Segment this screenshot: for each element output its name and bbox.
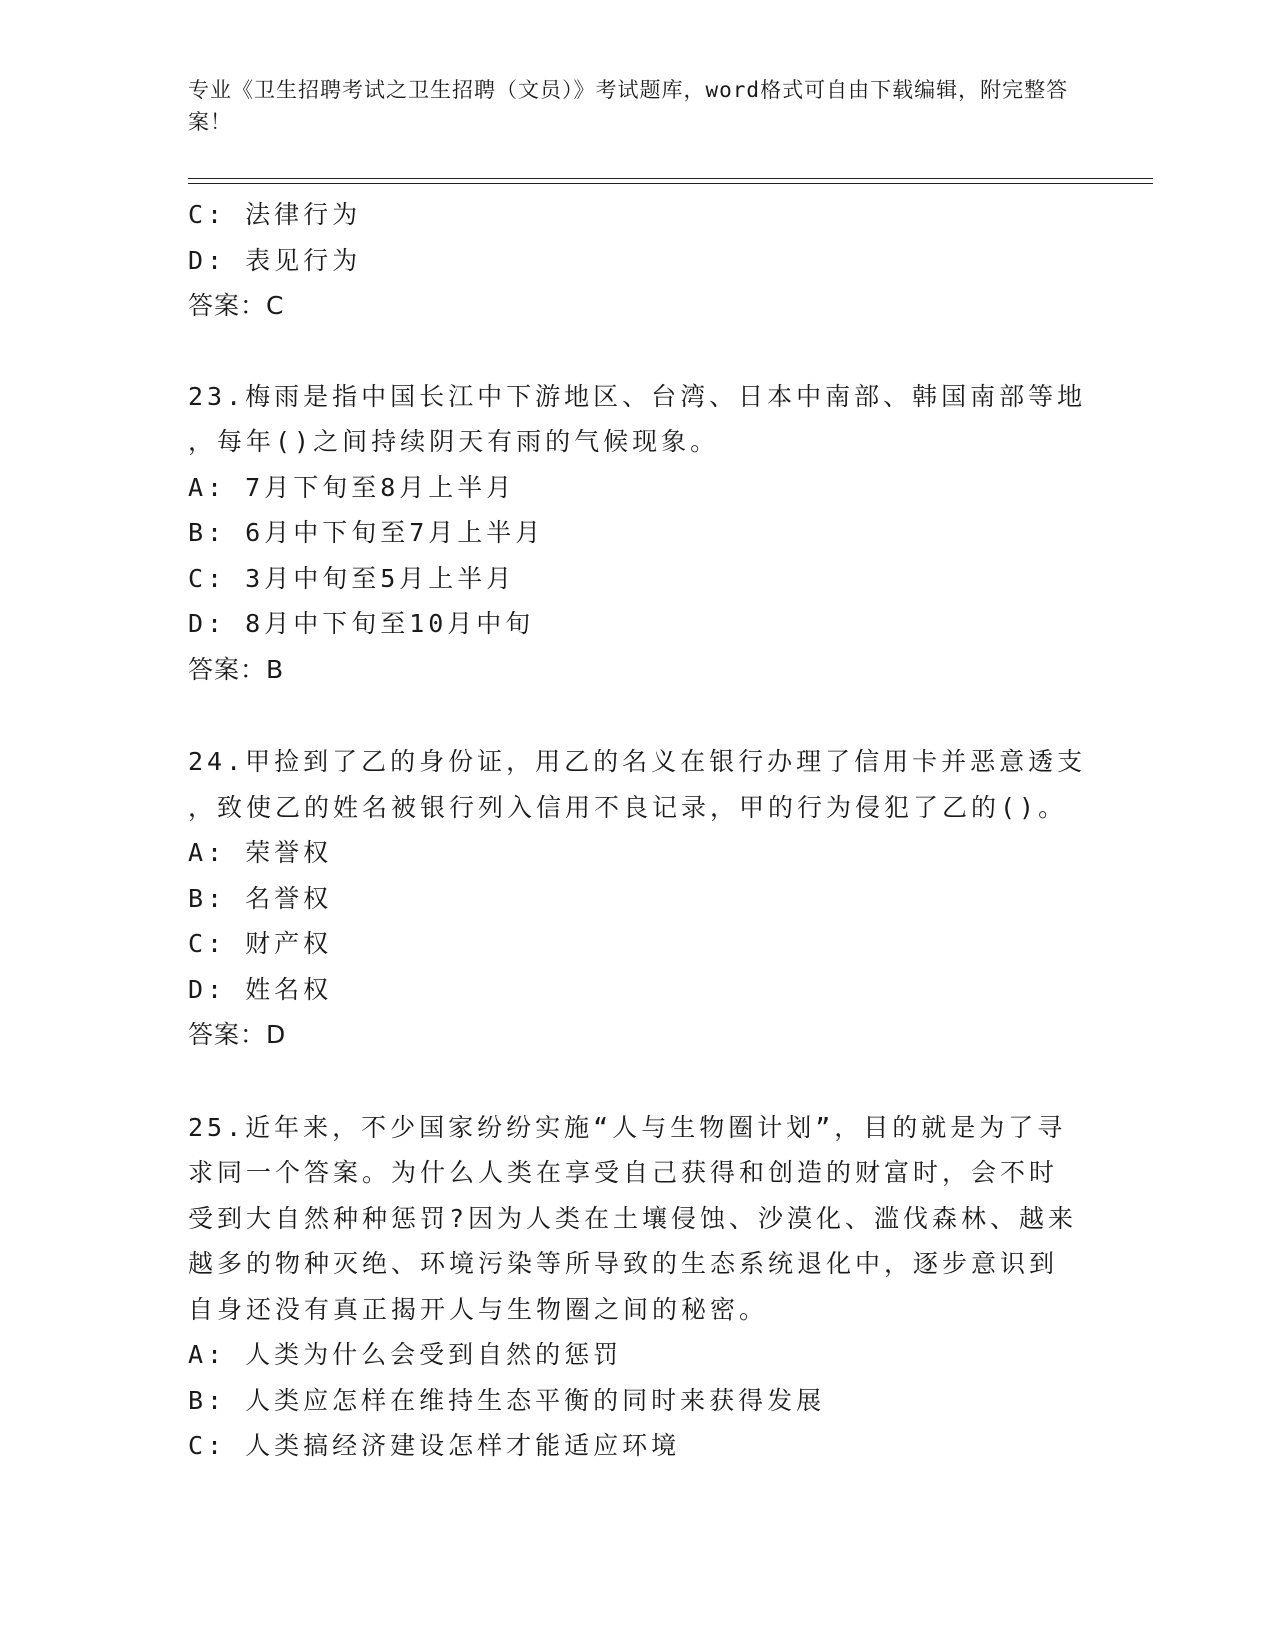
question-stem-line: 自身还没有真正揭开人与生物圈之间的秘密。 [188, 1294, 769, 1324]
option-line: A: 荣誉权 [188, 838, 333, 867]
question-content [188, 192, 1088, 1469]
answer-line: 答案：B [188, 654, 285, 684]
option-line: C: 人类搞经济建设怎样才能适应环境 [188, 1431, 681, 1460]
question-stem-line: 23.梅雨是指中国长江中下游地区、台湾、日本中南部、韩国南部等地 [188, 381, 1087, 411]
question-stem-line: 求同一个答案。为什么人类在享受自己获得和创造的财富时，会不时 [188, 1158, 1059, 1187]
answer-line: 答案：D [188, 1020, 287, 1049]
option-line: B: 名誉权 [188, 883, 333, 913]
header-divider-top [188, 178, 1153, 179]
question-stem-line: 越多的物种灭绝、环境污染等所导致的生态系统退化中，逐步意识到 [188, 1249, 1059, 1278]
option-line: C: 3月中旬至5月上半月 [188, 563, 516, 593]
option-line: D: 表见行为 [188, 245, 362, 275]
option-line: A: 人类为什么会受到自然的惩罚 [188, 1340, 623, 1369]
option-line: B: 6月中下旬至7月上半月 [188, 518, 545, 547]
option-line: D: 8月中下旬至10月中旬 [188, 609, 535, 638]
option-line: B: 人类应怎样在维持生态平衡的同时来获得发展 [188, 1385, 826, 1415]
document-header: 专业《卫生招聘考试之卫生招聘（文员）》考试题库，word格式可自由下载编辑，附完整答案！ [188, 78, 1069, 134]
header-divider-bottom [188, 183, 1153, 184]
question-stem-line: ，每年()之间持续阴天有雨的气候现象。 [188, 427, 720, 456]
question-stem-line: ，致使乙的姓名被银行列入信用不良记录，甲的行为侵犯了乙的()。 [188, 792, 1068, 822]
answer-line: 答案：C [188, 291, 285, 320]
question-stem-line: 24.甲捡到了乙的身份证，用乙的名义在银行办理了信用卡并恶意透支 [188, 747, 1087, 776]
question-stem-line: 25.近年来，不少国家纷纷实施“人与生物圈计划”，目的就是为了寻 [188, 1112, 1067, 1142]
option-line: C: 财产权 [188, 929, 333, 958]
option-line: D: 姓名权 [188, 974, 333, 1004]
question-stem-line: 受到大自然种种惩罚?因为人类在土壤侵蚀、沙漠化、滥伐森林、越来 [188, 1203, 1078, 1233]
option-line: C: 法律行为 [188, 200, 362, 229]
option-line: A: 7月下旬至8月上半月 [188, 472, 516, 502]
